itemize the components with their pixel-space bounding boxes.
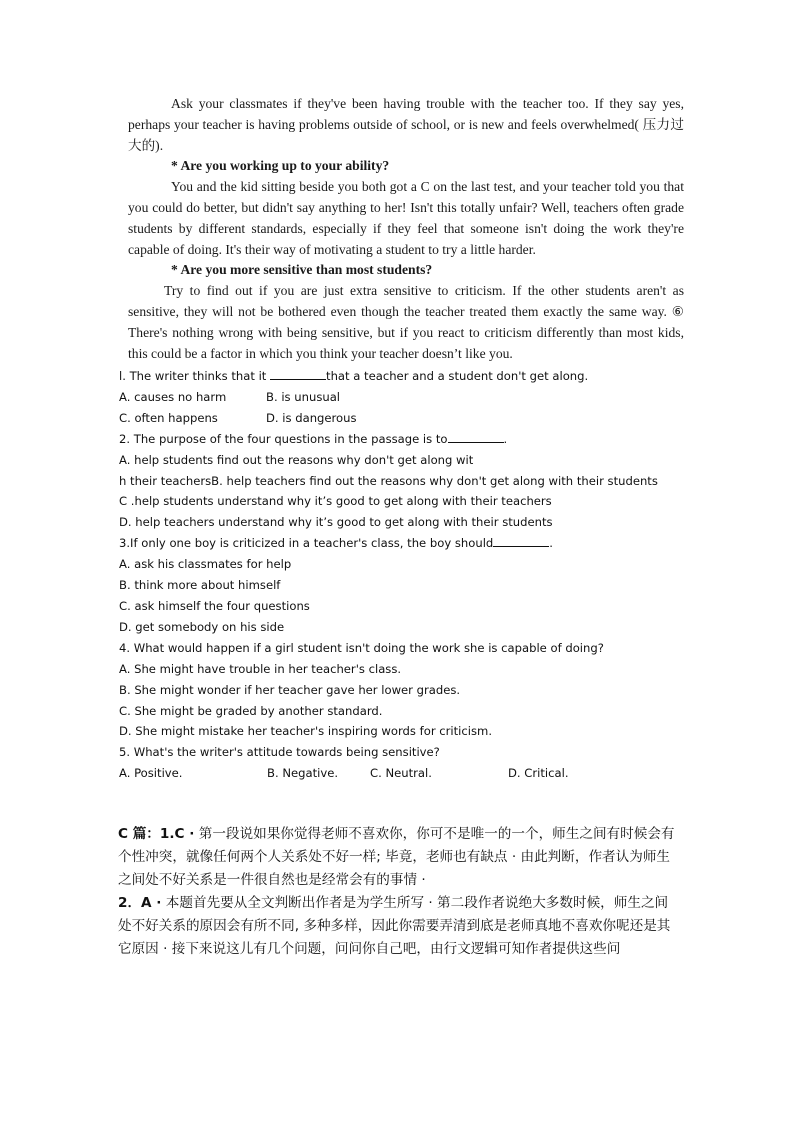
answer-2-label: 2．A ·	[118, 895, 162, 911]
question-4: 4. What would happen if a girl student isn't doing the work she is capable of doing?	[119, 640, 604, 655]
answer-1	[118, 823, 680, 892]
option-d: D. get somebody on his side	[119, 619, 285, 634]
section-heading-sensitive: * Are you more sensitive than most students?	[171, 262, 433, 278]
option-b: h their teachersB. help teachers find out the reasons why don't get along with their students	[119, 473, 658, 488]
option-b: B. is unusual	[266, 389, 341, 404]
option-b: B. think more about himself	[119, 578, 281, 593]
answer-2	[118, 892, 680, 961]
answer-1-label: C 篇：1.C ·	[118, 826, 195, 842]
option-d: D. is dangerous	[266, 410, 357, 425]
answer-blank	[448, 430, 504, 443]
passage-paragraph-1: Ask your classmates if they've been having trouble with the teacher too. If they say yes, perhaps your teacher is having problems outside of school, or is new and feels overwhelmed( 压力过大的).	[128, 96, 684, 153]
question-1-options-row-1	[119, 387, 699, 408]
option-d: D. Critical.	[508, 766, 569, 781]
answer-2-text: 本题首先要从全文判断出作者是为学生所写 · 第二段作者说绝大多数时候，师生之间处不好关系的原因会有所不同, 多种多样，因此你需要弄清到底是老师真地不喜欢你呢还是其它原因 · 接下来说这儿有几个问题，问问你自己吧，由行文逻辑可知作者提供这些问	[118, 895, 671, 957]
answer-blank	[493, 534, 549, 547]
option-c: C .help students understand why it’s good to get along with their teachers	[119, 494, 552, 509]
option-c: C. Neutral.	[370, 766, 432, 781]
question-1-stem: l. The writer thinks that it	[119, 369, 271, 383]
option-c: C. She might be graded by another standard.	[119, 703, 383, 718]
option-b: B. She might wonder if her teacher gave her lower grades.	[119, 682, 461, 697]
question-2	[119, 429, 699, 450]
section-heading-ability: * Are you working up to your ability?	[171, 158, 390, 174]
option-b: B. Negative.	[267, 766, 339, 781]
option-a: A. causes no harm	[119, 389, 227, 404]
question-2-stem: 2. The purpose of the four questions in the passage is to	[119, 431, 448, 446]
question-list	[119, 366, 699, 784]
option-a: A. ask his classmates for help	[119, 557, 292, 572]
passage-paragraph-3: Try to find out if you are just extra sensitive to criticism. If the other students aren't as sensitive, they will not be bothered even though the teacher treated them exactly the same way. ⑥ There's nothing wrong with being sensitive, but if you react to criticism differently than most kids, this could be a factor in which you think your teacher doesn’t like you.	[128, 283, 684, 361]
option-a: A. She might have trouble in her teacher's class.	[119, 661, 402, 676]
option-d: D. She might mistake her teacher's inspiring words for criticism.	[119, 724, 493, 739]
question-1-stem-end: that a teacher and a student don't get along.	[326, 369, 589, 383]
answer-explanations	[118, 823, 680, 961]
question-3-stem: 3.If only one boy is criticized in a teacher's class, the boy should	[119, 536, 494, 551]
answer-1-text: 第一段说如果你觉得老师不喜欢你，你可不是唯一的一个，师生之间有时候会有个性冲突，就像任何两个人关系处不好一样; 毕竟，老师也有缺点 · 由此判断，作者认为师生之间处不好关系是一件很自然也是经常会有的事情 ·	[118, 826, 675, 888]
option-a: A. help students find out the reasons why don't get along wit	[119, 452, 474, 467]
option-c: C. ask himself the four questions	[119, 598, 310, 613]
question-3-stem-end: .	[549, 536, 553, 551]
question-1	[119, 366, 699, 387]
passage-paragraph-2: You and the kid sitting beside you both got a C on the last test, and your teacher told you that you could do better, but didn't say anything to her! Isn't this totally unfair? Well, teachers often grade students by different standards, especially if they feel that someone isn't doing the work they're capable of doing. It's their way of motivating a student to try a little harder.	[128, 179, 684, 257]
question-5-options	[119, 763, 699, 784]
question-3	[119, 533, 699, 554]
question-5: 5. What's the writer's attitude towards being sensitive?	[119, 745, 440, 760]
option-c: C. often happens	[119, 410, 218, 425]
passage-excerpt	[128, 94, 684, 364]
option-a: A. Positive.	[119, 766, 183, 781]
option-d: D. help teachers understand why it’s good to get along with their students	[119, 515, 553, 530]
answer-blank	[270, 367, 326, 380]
question-2-stem-end: .	[503, 431, 508, 446]
question-1-options-row-2	[119, 408, 699, 429]
